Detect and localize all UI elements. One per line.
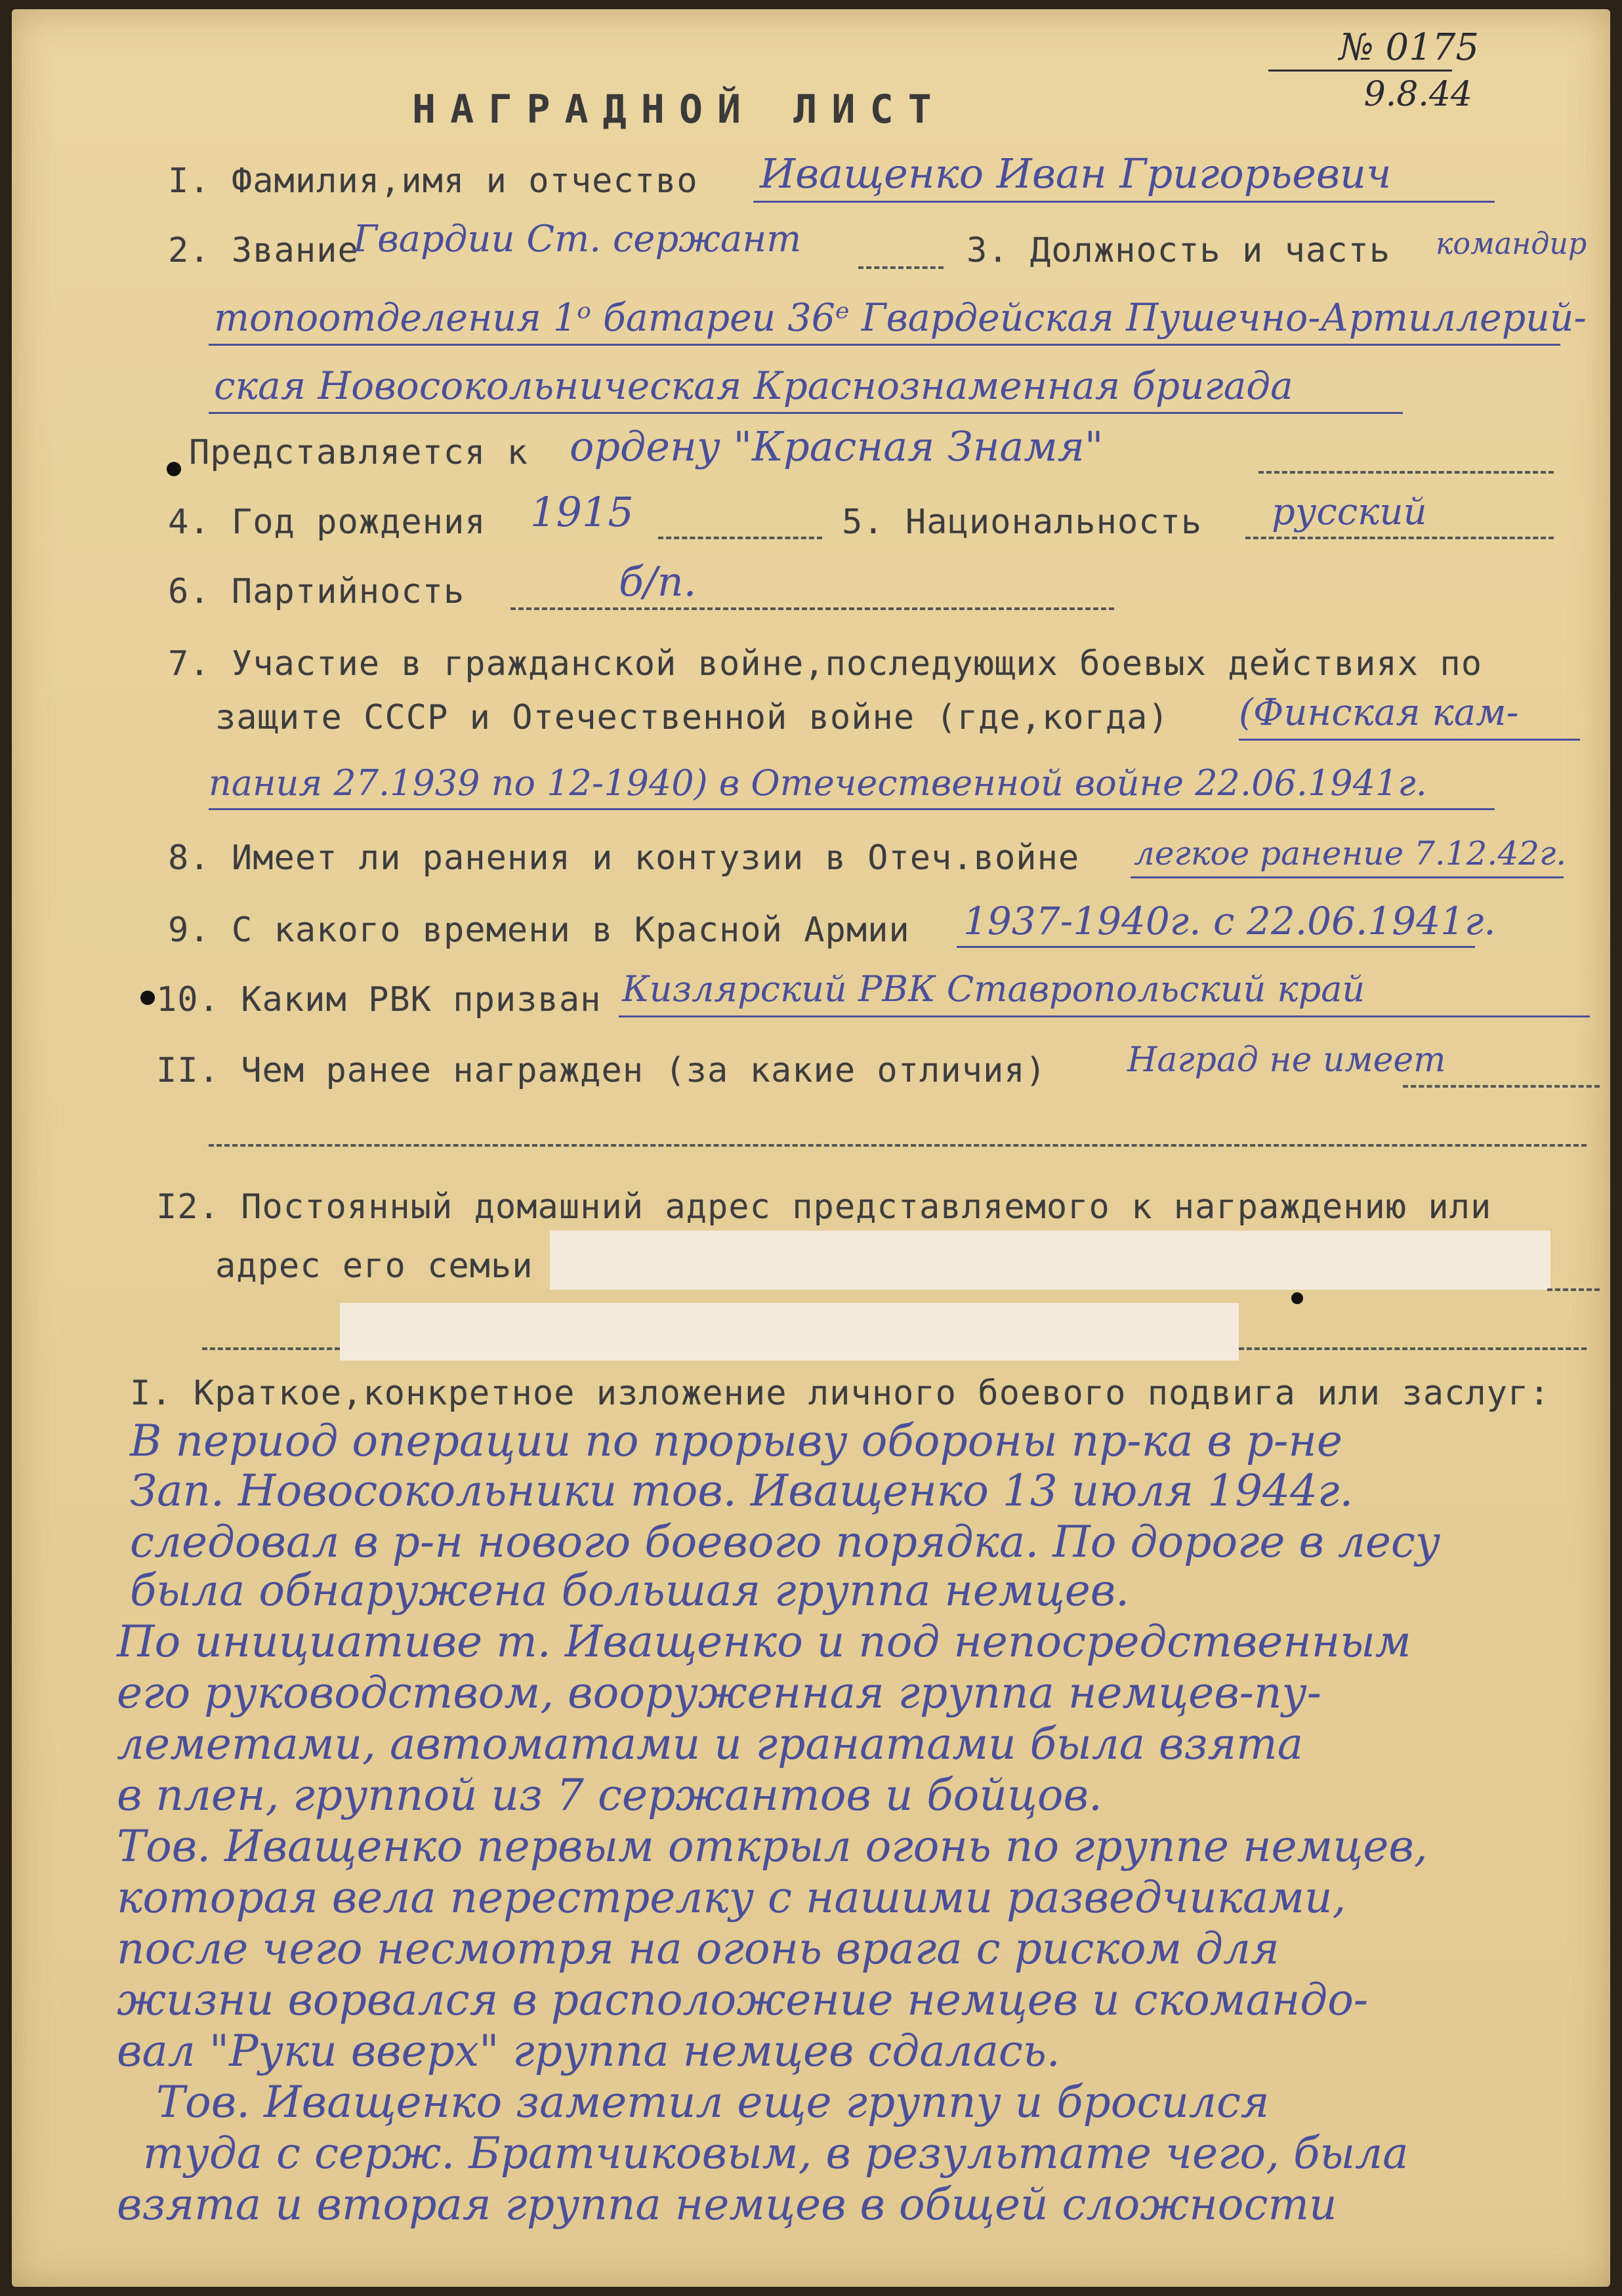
q5-dashes xyxy=(1245,537,1554,539)
q10-underline xyxy=(619,1015,1590,1017)
award-sheet xyxy=(12,9,1610,2287)
body-line: была обнаружена большая группа немцев. xyxy=(130,1565,1130,1616)
archive-date: 9.8.44 xyxy=(1363,75,1472,114)
q7-underline-a xyxy=(1239,739,1580,741)
q10-label: 10. Каким РВК призван xyxy=(156,980,602,1019)
q3-answer-b: топоотделения 1ᵒ батареи 36ᵉ Гвардейская Пушечно-Артиллерий- xyxy=(214,295,1587,340)
q7-answer-b: пания 27.1939 по 12-1940) в Отечественной войне 22.06.1941г. xyxy=(209,762,1427,804)
q6-label: 6. Партийность xyxy=(168,572,465,611)
nominated-label: Представляется к xyxy=(189,433,528,472)
body-line: жизни ворвался в расположение немцев и скомандо- xyxy=(117,1975,1369,2025)
q4-answer: 1915 xyxy=(530,488,634,536)
q11-dashes xyxy=(1403,1085,1600,1088)
q12-label-b: адрес его семьи xyxy=(215,1246,533,1286)
q12-label-a: I2. Постоянный домашний адрес представляемого к награждению или xyxy=(156,1187,1492,1227)
q7-label-a: 7. Участие в гражданской войне,последующих боевых действиях по xyxy=(168,644,1483,684)
q9-label: 9. С какого времени в Красной Армии xyxy=(168,911,910,950)
q6-answer: б/п. xyxy=(619,558,697,605)
body-line: леметами, автоматами и гранатами была взята xyxy=(117,1719,1304,1769)
q8-underline xyxy=(1131,876,1564,878)
body-line: Зап. Новосокольники тов. Иващенко 13 июля 1944г. xyxy=(130,1466,1354,1516)
q11-dashes-row xyxy=(209,1144,1587,1147)
q5-label: 5. Национальность xyxy=(842,502,1203,542)
body-line: Тов. Иващенко заметил еще группу и бросился xyxy=(156,2077,1270,2127)
body-line: следовал в р-н нового боевого порядка. По дороге в лесу xyxy=(130,1517,1441,1567)
q11-answer: Наград не имеет xyxy=(1127,1040,1446,1080)
q7-answer-a: (Финская кам- xyxy=(1239,691,1519,734)
body-line: которая вела перестрелку с нашими разведчиками, xyxy=(117,1872,1346,1923)
q2-dashes xyxy=(858,266,944,269)
punch-hole-mark xyxy=(167,462,181,476)
body-line: туда с серж. Братчиковым, в результате чего, была xyxy=(143,2128,1409,2179)
q12-dashes-left xyxy=(202,1347,340,1350)
body-line: его руководством, вооруженная группа немцев-пу- xyxy=(117,1668,1322,1718)
ink-dot xyxy=(1291,1292,1303,1304)
redacted-address-1 xyxy=(550,1231,1550,1290)
archive-number-underline xyxy=(1268,70,1452,72)
q2-answer: Гвардии Ст. сержант xyxy=(353,218,802,260)
punch-hole-mark-2 xyxy=(140,991,155,1005)
archive-number: № 0175 xyxy=(1339,26,1479,69)
q7-underline-b xyxy=(209,808,1495,810)
body-line: вал "Руки вверх" группа немцев сдалась. xyxy=(117,2026,1060,2076)
q8-label: 8. Имеет ли ранения и контузии в Отеч.войне xyxy=(168,838,1080,878)
body-line: после чего несмотря на огонь врага с риском для xyxy=(117,1923,1279,1974)
q2-label: 2. Звание xyxy=(168,231,359,270)
q3-underline-b xyxy=(209,344,1560,346)
q5-answer: русский xyxy=(1272,491,1427,533)
q3-label: 3. Должность и часть xyxy=(967,231,1391,270)
body-line: Тов. Иващенко первым открыл огонь по группе немцев, xyxy=(117,1821,1428,1872)
q4-dashes xyxy=(658,537,822,539)
page-title: НАГРАДНОЙ ЛИСТ xyxy=(412,87,946,133)
body-line: В период операции по прорыву обороны пр-ка в р-не xyxy=(130,1416,1342,1466)
q10-answer: Кизлярский РВК Ставропольский край xyxy=(622,968,1365,1010)
q3-answer-a: командир xyxy=(1436,226,1587,261)
q3-answer-c: ская Новосокольническая Краснознаменная бригада xyxy=(214,363,1293,408)
body-line: взята и вторая группа немцев в общей сложности xyxy=(117,2179,1337,2230)
q9-underline xyxy=(957,946,1475,948)
q4-label: 4. Год рождения xyxy=(168,502,486,542)
body-line: в плен, группой из 7 сержантов и бойцов. xyxy=(117,1770,1103,1820)
q1-label: I. Фамилия,имя и отчество xyxy=(168,161,698,201)
q9-answer: 1937-1940г. с 22.06.1941г. xyxy=(963,899,1496,943)
q7-label-b: защите СССР и Отечественной войне (где,когда) xyxy=(215,698,1169,737)
body-line: По инициативе т. Иващенко и под непосредственным xyxy=(117,1616,1411,1667)
q8-answer: легкое ранение 7.12.42г. xyxy=(1134,834,1567,872)
redacted-address-2 xyxy=(340,1303,1239,1361)
summary-label: I. Краткое,конкретное изложение личного боевого подвига или заслуг: xyxy=(130,1374,1550,1413)
q1-underline xyxy=(753,201,1495,203)
q6-dashes xyxy=(510,607,1114,610)
q1-answer: Иващенко Иван Григорьевич xyxy=(760,150,1392,197)
q3-underline-c xyxy=(209,412,1403,414)
nominated-dashes xyxy=(1258,471,1554,474)
q12-dashes-right xyxy=(1239,1347,1587,1350)
q12-dashes xyxy=(1547,1288,1600,1291)
q11-label: II. Чем ранее награжден (за какие отличия) xyxy=(156,1051,1047,1090)
nominated-answer: ордену "Красная Знамя" xyxy=(570,422,1104,470)
